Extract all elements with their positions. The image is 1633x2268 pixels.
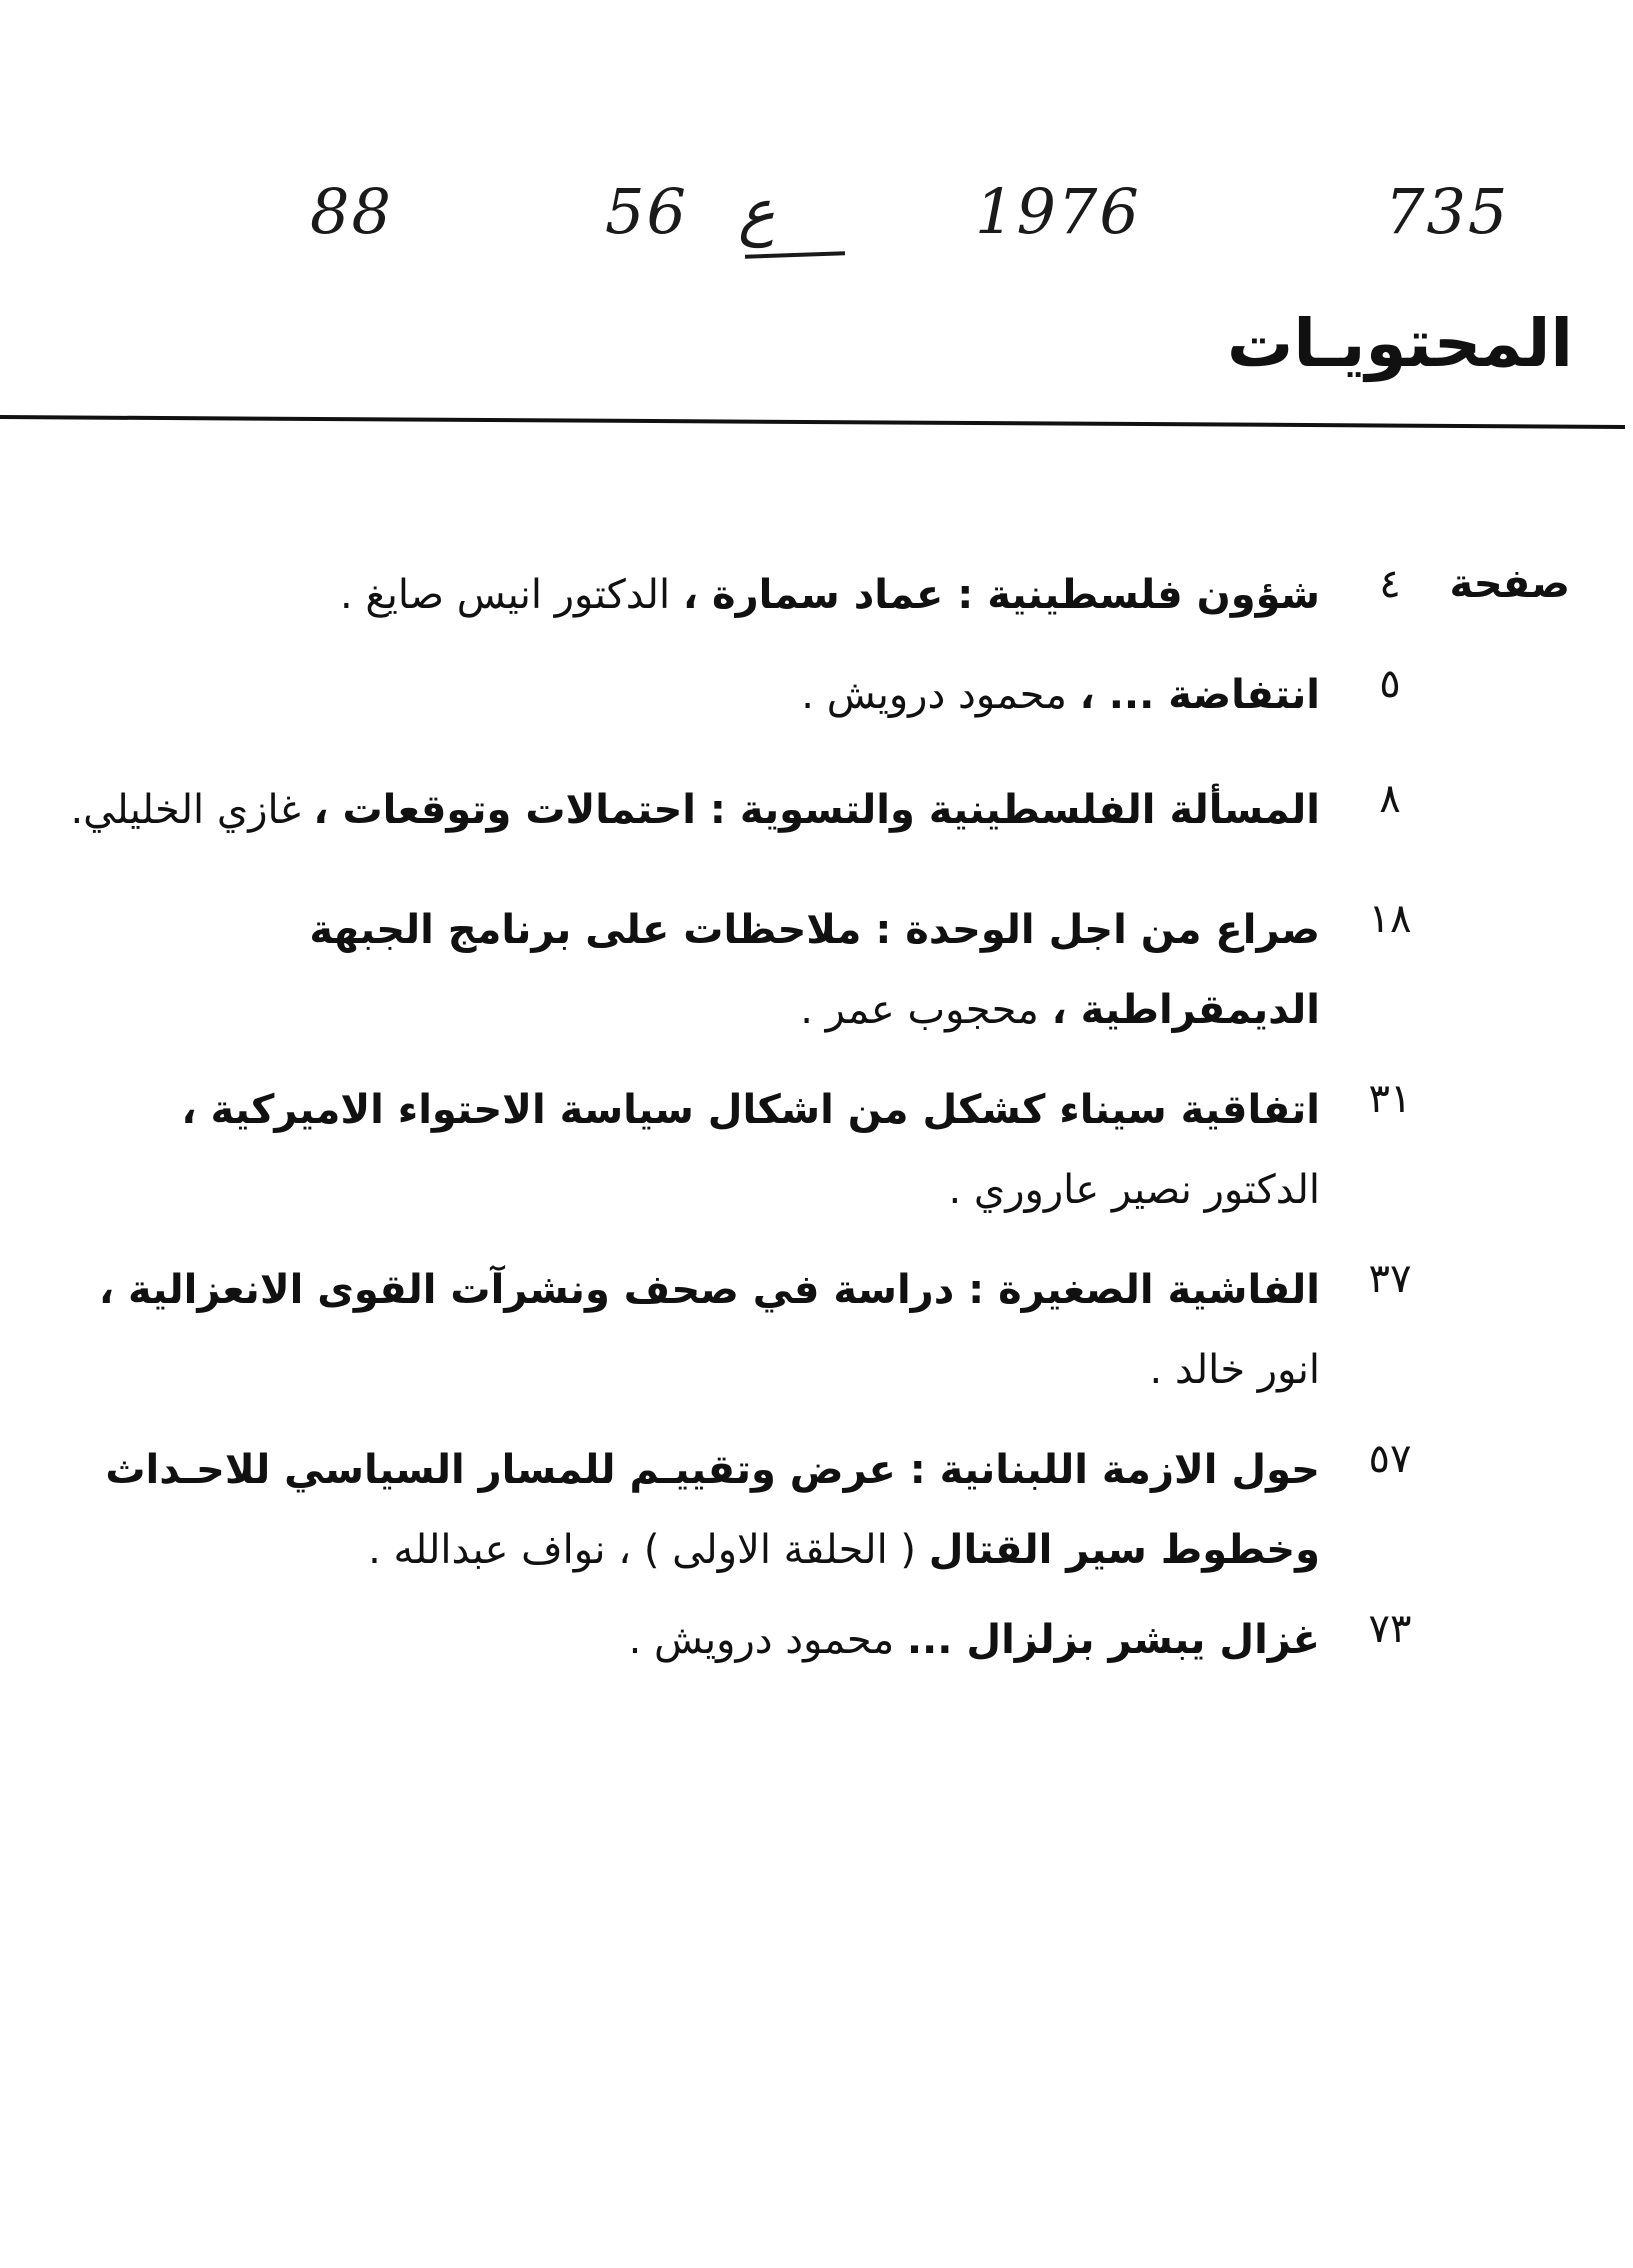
- toc-entry-author: غازي الخليلي.: [70, 787, 314, 833]
- handwritten-annotations: [0, 175, 1633, 285]
- toc-entry-text: [60, 1070, 1320, 1250]
- handwritten-year: 1976: [975, 175, 1141, 248]
- toc-entry-author: ( الحلقة الاولى ) ، نواف عبدالله .: [368, 1527, 929, 1573]
- toc-entry-title: الفاشية الصغيرة : دراسة في صحف ونشرآت القوى الانعزالية ،: [98, 1267, 1320, 1313]
- toc-page-cell: [1320, 655, 1570, 770]
- page-number: ٣٧: [1368, 1256, 1412, 1302]
- page-word: صفحة: [1449, 561, 1570, 607]
- page-number: ٥: [1379, 661, 1401, 707]
- page-number: ٤: [1379, 561, 1401, 607]
- toc-entry-text: [60, 1430, 1320, 1600]
- toc-entry: [60, 1250, 1570, 1430]
- page-number: ٣١: [1368, 1076, 1412, 1122]
- toc-entry-title: المسألة الفلسطينية والتسوية : احتمالات وتوقعات ،: [313, 787, 1320, 833]
- toc-entry-text: [60, 770, 1320, 890]
- toc-page-cell: [1320, 1250, 1570, 1430]
- toc-entry-title: صراع من اجل الوحدة : ملاحظات على برنامج الجبهة الديمقراطية ،: [309, 907, 1320, 1033]
- page-number: ١٨: [1368, 896, 1412, 942]
- toc-entry: [60, 555, 1570, 655]
- toc-page-cell: [1320, 770, 1570, 890]
- page-title: المحتويـات: [1227, 305, 1573, 382]
- handwritten-issue-label: ع: [738, 175, 775, 248]
- toc-page-cell: [1320, 1430, 1570, 1600]
- page-number: ٧٣: [1368, 1606, 1412, 1652]
- page-number: ٥٧: [1368, 1436, 1412, 1482]
- toc-entry-title: غزال يبشر بزلزال ...: [906, 1617, 1320, 1663]
- toc-entry: [60, 1070, 1570, 1250]
- toc-entry-author: الدكتور نصير عاروري .: [948, 1167, 1320, 1213]
- toc-entry-author: محمود درويش .: [801, 672, 1080, 718]
- toc-entry-author: محمود درويش .: [628, 1617, 907, 1663]
- toc-entry-title: اتفاقية سيناء كشكل من اشكال سياسة الاحتواء الاميركية ،: [181, 1087, 1320, 1133]
- toc-page-cell: [1320, 1070, 1570, 1250]
- toc-entry-author: انور خالد .: [1149, 1347, 1320, 1393]
- toc-entry: [60, 655, 1570, 770]
- handwritten-underline: [745, 251, 845, 258]
- toc-entry-text: [60, 655, 1320, 770]
- handwritten-pages: 88: [310, 175, 393, 248]
- toc-entry-text: [60, 1600, 1320, 1700]
- toc-entry: [60, 890, 1570, 1070]
- toc-entry-text: [60, 555, 1320, 655]
- toc-page-cell: [1320, 890, 1570, 1070]
- toc-entry-author: الدكتور انيس صايغ .: [339, 572, 683, 618]
- toc-entry-text: [60, 1250, 1320, 1430]
- toc-entry: [60, 1600, 1570, 1700]
- toc-entry-title: انتفاضة ... ،: [1079, 672, 1320, 718]
- toc-page-cell: [1320, 555, 1570, 655]
- title-divider: [0, 415, 1625, 429]
- toc-entry-author: محجوب عمر .: [800, 987, 1052, 1033]
- toc-entry: [60, 770, 1570, 890]
- page-number: ٨: [1379, 776, 1401, 822]
- toc-entry-text: [60, 890, 1320, 1070]
- toc-page-cell: [1320, 1600, 1570, 1700]
- handwritten-volume: 56: [605, 175, 688, 248]
- toc-entry: [60, 1430, 1570, 1600]
- handwritten-issue-number: 735: [1385, 175, 1510, 248]
- toc-entry-title: حول الازمة اللبنانية : عرض وتقييـم للمسار السياسي للاحـداث وخطوط سير القتال: [105, 1447, 1320, 1573]
- toc-entry-title: شؤون فلسطينية : عماد سمارة ،: [682, 572, 1320, 618]
- table-of-contents: [60, 555, 1570, 1700]
